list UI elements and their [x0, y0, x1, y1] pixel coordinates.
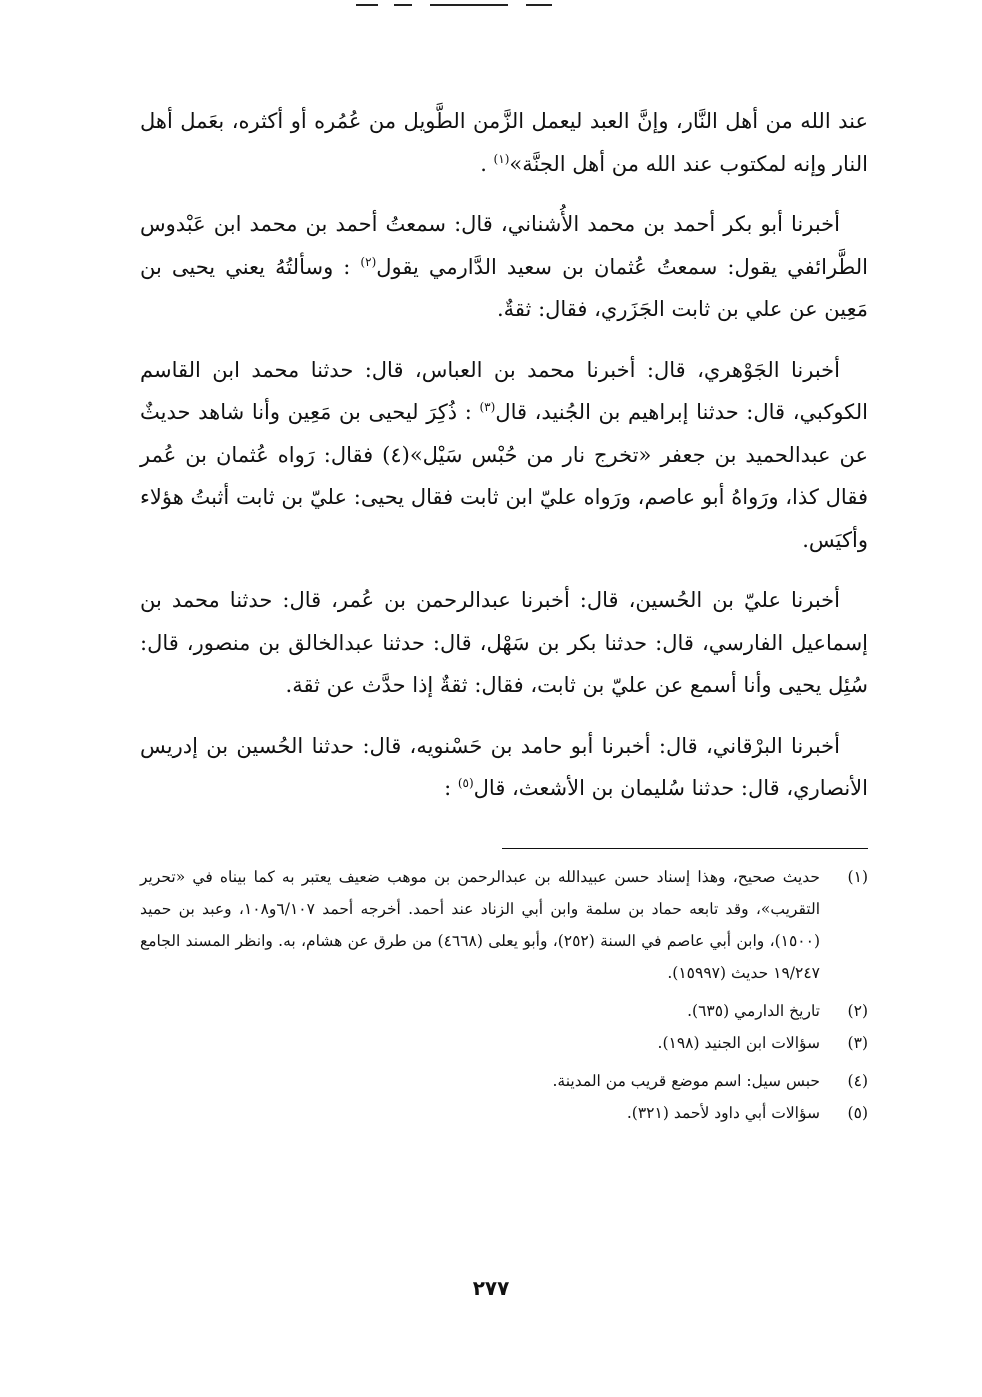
paragraph-3: أخبرنا الجَوْهري، قال: أخبرنا محمد بن العباس، قال: حدثنا محمد ابن القاسم الكوكبي، قال: حدثنا إبراهيم بن الجُنيد، قال$^{(٣)}$ : ذُكِرَ ليحيى بن مَعِين وأنا شاهد حديثٌ عن عبدالحميد بن جعفر «تخرج نار من حُبْس سَيْل»(٤) فقال: رَواه عُثمان بن عُمر فقال كذا، ورَواهُ أبو عاصم، ورَواه عليّ ابن ثابت فقال يحيى: عليّ بن ثابت أثبتُ هؤلاء وأكيَس.	[140, 357, 869, 552]
header-rule-1	[356, 4, 378, 6]
footnote-ref-2[interactable]: (٢)	[360, 254, 377, 269]
footnote-1	[140, 861, 868, 989]
page-number: ٢٧٧	[472, 1276, 510, 1300]
header-rule-4	[526, 4, 552, 6]
paragraph-5: أخبرنا البرْقاني، قال: أخبرنا أبو حامد بن حَسْنويه، قال: حدثنا الحُسين بن إدريس الأنصاري، قال: حدثنا سُليمان بن الأشعث، قال$^{(٥)}$ :	[140, 733, 868, 800]
header-rule-3	[430, 4, 508, 6]
paragraph-2: أخبرنا أبو بكر أحمد بن محمد الأُشناني، قال: سمعتُ أحمد بن محمد ابن عَبْدوس الطَّرائفي يقول: سمعتُ عُثمان بن سعيد الدَّارمي يقول$^{(٢)}$ : وسألتُهُ يعني يحيى بن مَعِين عن علي بن ثابت الجَزَري، فقال: ثقةٌ.	[140, 212, 868, 321]
footnote-text: سؤالات ابن الجنيد (١٩٨).	[657, 1034, 820, 1052]
footnote-number: (٤)	[847, 1072, 868, 1090]
footnote-ref-5[interactable]: (٥)	[457, 776, 474, 790]
footnote-text: حديث صحيح، وهذا إسناد حسن عبيدالله بن عبدالرحمن بن موهب ضعيف يعتبر به كما بيناه في «تحرير التقريب»، وقد تابعه حماد بن سلمة وابن أبي الزناد عند أحمد. أخرجه أحمد ٦/١٠٧و١٠٨، وعبد بن حميد (١٥٠٠)، وابن أبي عاصم في السنة (٢٥٢)، وأبو يعلى (٤٦٦٨) من طرق عن هشام، به. وانظر المسند الجامع ١٩/٢٤٧ حديث (١٥٩٩٧).	[140, 868, 820, 982]
footnote-number: (٥)	[847, 1104, 868, 1122]
footnote-3	[140, 1027, 868, 1059]
footnote-text: سؤالات أبي داود لأحمد (٣٢١).	[626, 1104, 820, 1122]
footnote-number: (١)	[847, 868, 868, 886]
footnote-number: (٢)	[847, 1002, 868, 1020]
header-rule-2	[394, 4, 412, 6]
footnote-divider	[502, 848, 868, 849]
footnote-4	[140, 1065, 868, 1097]
footnote-ref-3[interactable]: (٣)	[479, 400, 496, 414]
footnote-text: حبس سيل: اسم موضع قريب من المدينة.	[552, 1072, 820, 1090]
paragraph-1: عند الله من أهل النَّار، وإنَّ العبد ليعمل الزَّمن الطَّويل من عُمُره أو أكثره، بعَمل أهل النار وإنه لمكتوب عند الله من أهل الجنَّة»$^{(١)}$ .	[140, 109, 868, 176]
footnotes	[140, 861, 868, 1129]
footnote-ref-1[interactable]: (١)	[493, 151, 510, 166]
footnote-number: (٣)	[847, 1034, 868, 1052]
paragraph-4: أخبرنا عليّ بن الحُسين، قال: أخبرنا عبدالرحمن بن عُمر، قال: حدثنا محمد بن إسماعيل الفارسي، قال: حدثنا بكر بن سَهْل، قال: حدثنا عبدالخالق بن منصور، قال: سُئِل يحيى وأنا أسمع عن عليّ بن ثابت، فقال: ثقةٌ إذا حدَّث عن ثقة.	[140, 588, 868, 697]
footnote-text: تاريخ الدارمي (٦٣٥).	[687, 1002, 820, 1020]
main-text	[140, 100, 868, 828]
footnote-5	[140, 1097, 868, 1129]
footnote-2	[140, 995, 868, 1027]
